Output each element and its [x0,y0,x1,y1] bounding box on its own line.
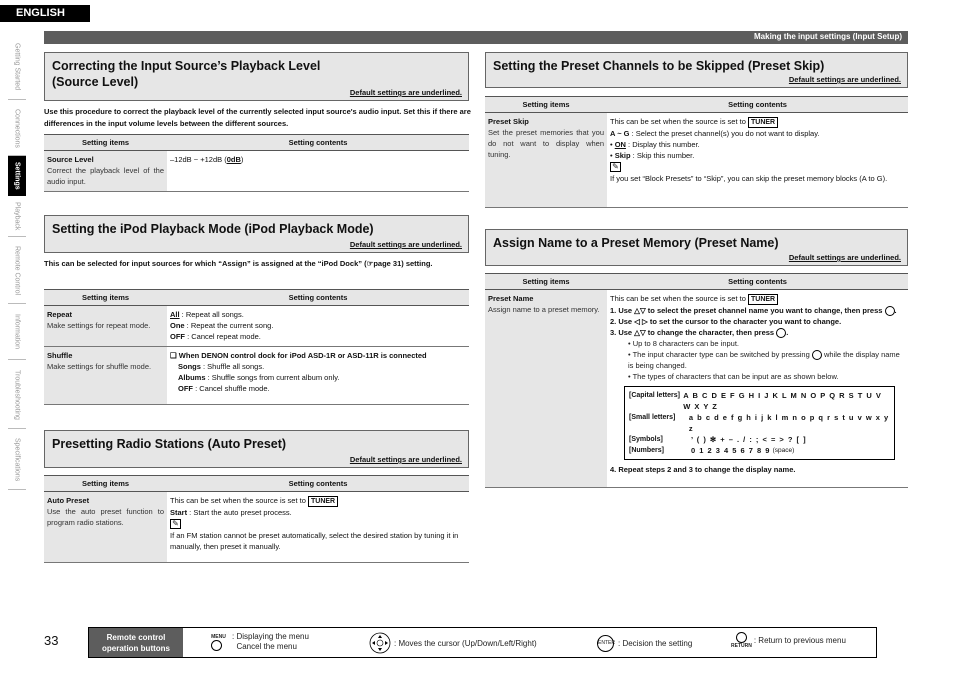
char-row: [Small letters] a b c d e f g h i j k l m n o p q r s t u v w x y z [629,413,890,434]
character-table [624,386,895,460]
page-ref-icon: ☞ [366,259,374,268]
side-nav-troubleshooting[interactable]: Troubleshooting [8,361,26,429]
menu-button-label: MENU [211,633,226,640]
side-nav [8,34,26,494]
source-level-intro: Use this procedure to correct the playback level of the currently selected input source's audio input. Set this if there are differences in the input volume levels between the different sources. [44,107,471,128]
side-nav-getting-started[interactable]: Getting Started [8,34,26,100]
note-icon: ✎ [170,519,181,529]
language-tag: ENGLISH [0,5,90,22]
page-number: 33 [44,633,59,648]
table-row: Preset Skip Set the preset memories that you do not want to display when tuning. This can be set when the source is set to TUNER A ~ G : Select the preset channel(s) you do not want to display. • ON : Display this number. • Skip : Skip this number. ✎ If you set “Block Presets” to “Skip”, you can skip the preset memory blocks (A to G). [485,113,908,208]
table-row: Repeat Make settings for repeat mode. All : Repeat all songs. One : Repeat the current song. OFF : Cancel repeat mode. [44,306,469,347]
remote-control-legend: Remote control operation buttons MENU : Displaying the menu Cancel the menu : Moves the cursor (Up/Down/Left/Right) ENTER : Decision the setting RETURN : Return to previous menu [88,627,877,658]
auto-preset-heading: Presetting Radio Stations (Auto Preset) Default settings are underlined. [44,430,469,468]
auto-preset-table: Setting items Setting contents Auto Preset Use the auto preset function to program radio stations. This can be set when the source is set to TUNER Start : Start the auto preset process. ✎ If an FM station cannot be preset automatically, select the desired station by tuning it in manually, then preset it manually. [44,475,469,563]
table-row: Shuffle Make settings for shuffle mode. ❑ When DENON control dock for iPod ASD-1R or ASD-11R is connected Songs : Shuffle all songs. Albums : Shuffle songs from current album only. OFF : Cancel shuffle mode. [44,347,469,405]
preset-skip-table: Setting items Setting contents Preset Skip Set the preset memories that you do not want to display when tuning. This can be set when the source is set to TUNER A ~ G : Select the preset channel(s) you do not want to display. • ON : Display this number. • Skip : Skip this number. ✎ If you set “Block Presets” to “Skip”, you can skip the preset memory blocks (A to G). [485,96,908,208]
menu-button-icon [211,640,222,651]
preset-skip-title: Setting the Preset Channels to be Skipped (Preset Skip) [493,59,825,73]
table-row: Preset Name Assign name to a preset memory. This can be set when the source is set to TUNER 1. Use △▽ to select the preset channel name you want to change, then press . 2. Use ◁ ▷ to set the cursor to the character you want to change. 3. Use △▽ to change the character, then press . • Up to 8 characters can be input. • The input character type can be switched by pressing while the display name is being changed. • The types of characters that can be input are as shown below. [Capital letters] A B C D E F G H I J K L M N O P Q R S T U V W X Y Z [Small letters] a b c d e f g h i j k l m n o p q r s t u v w x y z [Symbols] ’ ( ) ✻ + – . / : ; < = > ? [ ] [Numbers] 0 1 2 3 4 5 6 7 8 9 (space) 4. Repeat steps 2 and 3 to change the display name. [485,290,908,488]
ipod-mode-title: Setting the iPod Playback Mode (iPod Playback Mode) [52,222,374,236]
char-row: [Capital letters] A B C D E F G H I J K L M N O P Q R S T U V W X Y Z [629,391,882,412]
source-level-table: Setting items Setting contents Source Level Correct the playback level of the audio input. –12dB ~ +12dB (0dB) [44,134,469,192]
char-row: [Symbols] ’ ( ) ✻ + – . / : ; < = > ? [ ] [629,435,807,445]
source-level-heading: Correcting the Input Source’s Playback Level (Source Level) Default settings are underlined. [44,52,469,101]
enter-button-icon [776,328,786,338]
table-row: Auto Preset Use the auto preset function to program radio stations. This can be set when the source is set to TUNER Start : Start the auto preset process. ✎ If an FM station cannot be preset automatically, select the desired station by tuning it in manually, then preset it manually. [44,492,469,563]
preset-name-table: Setting items Setting contents Preset Name Assign name to a preset memory. This can be set when the source is set to TUNER 1. Use △▽ to select the preset channel name you want to change, then press . 2. Use ◁ ▷ to set the cursor to the character you want to change. 3. Use △▽ to change the character, then press . • Up to 8 characters can be input. • The input character type can be switched by pressing while the display name is being changed. • The types of characters that can be input are as shown below. [Capital letters] A B C D E F G H I J K L M N O P Q R S T U V W X Y Z [Small letters] a b c d e f g h i j k l m n o p q r s t u v w x y z [Symbols] ’ ( ) ✻ + – . / : ; < = > ? [ ] [Numbers] 0 1 2 3 4 5 6 7 8 9 (space) 4. Repeat steps 2 and 3 to change the display name. [485,273,908,488]
char-row: [Numbers] 0 1 2 3 4 5 6 7 8 9 (space) [629,446,795,456]
return-button-label: RETURN [731,643,752,649]
default-note: Default settings are underlined. [349,88,462,97]
preset-name-title: Assign Name to a Preset Memory (Preset Name) [493,236,779,250]
ipod-mode-heading: Setting the iPod Playback Mode (iPod Playback Mode) Default settings are underlined. [44,215,469,253]
preset-skip-heading: Setting the Preset Channels to be Skipped (Preset Skip) Default settings are underlined. [485,52,908,88]
table-row: Source Level Correct the playback level of the audio input. –12dB ~ +12dB (0dB) [44,151,469,192]
preset-name-heading: Assign Name to a Preset Memory (Preset Name) Default settings are underlined. [485,229,908,266]
enter-button-icon [885,306,895,316]
search-button-icon [812,350,822,360]
side-nav-remote-control[interactable]: Remote Control [8,238,26,304]
note-icon: ✎ [610,162,621,172]
side-nav-connections[interactable]: Connections [8,101,26,156]
tuner-badge: TUNER [308,496,338,507]
return-button-icon [736,632,747,643]
ipod-mode-intro: This can be selected for input sources for which “Assign” is assigned at the “iPod Dock” (☞page 31) setting. [44,259,433,268]
side-nav-specifications[interactable]: Specifications [8,430,26,490]
section-header-bar: Making the input settings (Input Setup) [44,31,908,44]
cursor-buttons-icon [369,632,391,654]
enter-button-icon: ENTER [597,635,614,652]
auto-preset-title: Presetting Radio Stations (Auto Preset) [52,437,287,451]
side-nav-settings[interactable]: Settings [8,156,26,196]
tuner-badge: TUNER [748,294,778,305]
side-nav-playback[interactable]: Playback [8,197,26,237]
side-nav-information[interactable]: Information [8,305,26,360]
tuner-badge: TUNER [748,117,778,128]
ipod-mode-table: Setting items Setting contents Repeat Make settings for repeat mode. All : Repeat all songs. One : Repeat the current song. OFF : Cancel repeat mode. Shuffle Make settings for shuffle mode. ❑ When DENON control dock for iPod ASD-1R or ASD-11R is connected Songs : Shuffle all songs. Albums : Shuffle songs from current album only. OFF : Cancel shuffle mode. [44,289,469,405]
source-level-title: Correcting the Input Source’s Playback Level [52,59,321,73]
